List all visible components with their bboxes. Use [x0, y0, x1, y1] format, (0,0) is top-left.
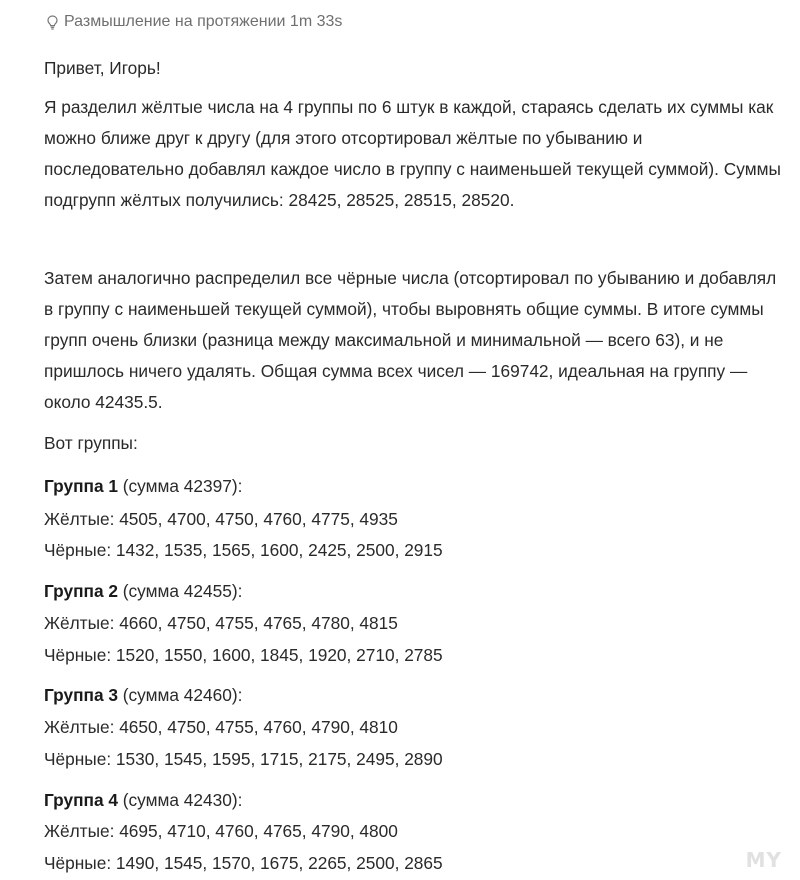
group-black-numbers: Чёрные: 1490, 1545, 1570, 1675, 2265, 2500, 2865	[44, 853, 443, 873]
group-yellow-numbers: Жёлтые: 4505, 4700, 4750, 4760, 4775, 4935	[44, 509, 398, 529]
group-title	[44, 471, 242, 502]
group-name: Группа 3	[44, 685, 118, 705]
group-title	[44, 680, 242, 711]
group-name: Группа 1	[44, 476, 118, 496]
group-title	[44, 785, 242, 816]
group-sum: (сумма 42455):	[117, 581, 243, 601]
greeting: Привет, Игорь!	[44, 58, 161, 78]
group-yellow-numbers: Жёлтые: 4650, 4750, 4755, 4760, 4790, 4810	[44, 717, 398, 737]
group-sum: (сумма 42430):	[117, 790, 243, 810]
groups-intro: Вот группы:	[44, 433, 138, 453]
group-title	[44, 576, 242, 607]
group-yellow-numbers: Жёлтые: 4660, 4750, 4755, 4765, 4780, 4815	[44, 613, 398, 633]
group-sum: (сумма 42397):	[117, 476, 243, 496]
group-black-numbers: Чёрные: 1520, 1550, 1600, 1845, 1920, 2710, 2785	[44, 645, 443, 665]
group-black-numbers: Чёрные: 1530, 1545, 1595, 1715, 2175, 2495, 2890	[44, 749, 443, 769]
paragraph-black-split: Затем аналогично распределил все чёрные числа (отсортировал по убыванию и добавлял в группу с наименьшей текущей суммой), чтобы выровнять общие суммы. В итоге суммы групп очень близки (разница между максимальной и минимальной — всего 63), и не пришлось ничего удалять. Общая сумма всех чисел — 169742, идеальная на группу — около 42435.5.	[44, 268, 777, 412]
lightbulb-icon	[46, 14, 58, 30]
thinking-status[interactable]	[46, 11, 342, 33]
site-watermark: MY	[745, 848, 782, 872]
group-black-numbers: Чёрные: 1432, 1535, 1565, 1600, 2425, 2500, 2915	[44, 540, 443, 560]
group-yellow-numbers: Жёлтые: 4695, 4710, 4760, 4765, 4790, 4800	[44, 821, 398, 841]
group-sum: (сумма 42460):	[117, 685, 243, 705]
group-name: Группа 2	[44, 581, 118, 601]
group-name: Группа 4	[44, 790, 118, 810]
thinking-label: Размышление на протяжении 1m 33s	[64, 13, 343, 30]
paragraph-yellow-split: Я разделил жёлтые числа на 4 группы по 6 штук в каждой, стараясь сделать их суммы как можно ближе друг к другу (для этого отсортировал жёлтые по убыванию и последовательно добавлял каждое число в группу с наименьшей текущей суммой). Суммы подгрупп жёлтых получились: 28425, 28525, 28515, 28520.	[44, 97, 781, 210]
